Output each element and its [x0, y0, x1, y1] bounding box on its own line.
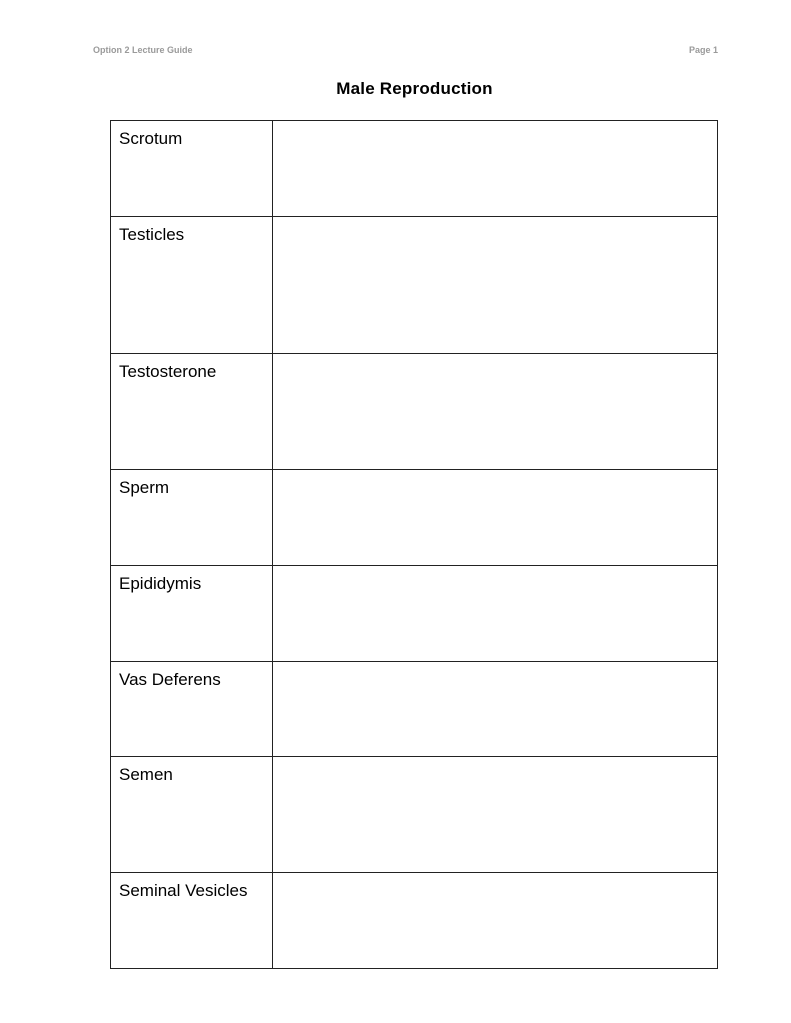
- answer-cell: [273, 757, 718, 873]
- answer-cell: [273, 662, 718, 757]
- answer-cell: [273, 566, 718, 662]
- term-cell: Semen: [111, 757, 273, 873]
- lecture-guide-table: [110, 120, 718, 969]
- answer-cell: [273, 121, 718, 217]
- table-row: [111, 354, 718, 470]
- term-cell: Scrotum: [111, 121, 273, 217]
- table-row: [111, 470, 718, 566]
- term-cell: Sperm: [111, 470, 273, 566]
- term-cell: Epididymis: [111, 566, 273, 662]
- table-row: [111, 873, 718, 969]
- answer-cell: [273, 354, 718, 470]
- document-header-title: Option 2 Lecture Guide: [93, 45, 193, 55]
- page-title: Male Reproduction: [336, 79, 493, 98]
- term-cell: Testicles: [111, 217, 273, 354]
- answer-cell: [273, 470, 718, 566]
- answer-cell: [273, 217, 718, 354]
- page-number: Page 1: [688, 45, 718, 55]
- answer-cell: [273, 873, 718, 969]
- table-row: [111, 662, 718, 757]
- table-row: [111, 121, 718, 217]
- term-cell: Vas Deferens: [111, 662, 273, 757]
- table-row: [111, 217, 718, 354]
- term-cell: Seminal Vesicles: [111, 873, 273, 969]
- table-row: [111, 566, 718, 662]
- term-cell: Testosterone: [111, 354, 273, 470]
- table-row: [111, 757, 718, 873]
